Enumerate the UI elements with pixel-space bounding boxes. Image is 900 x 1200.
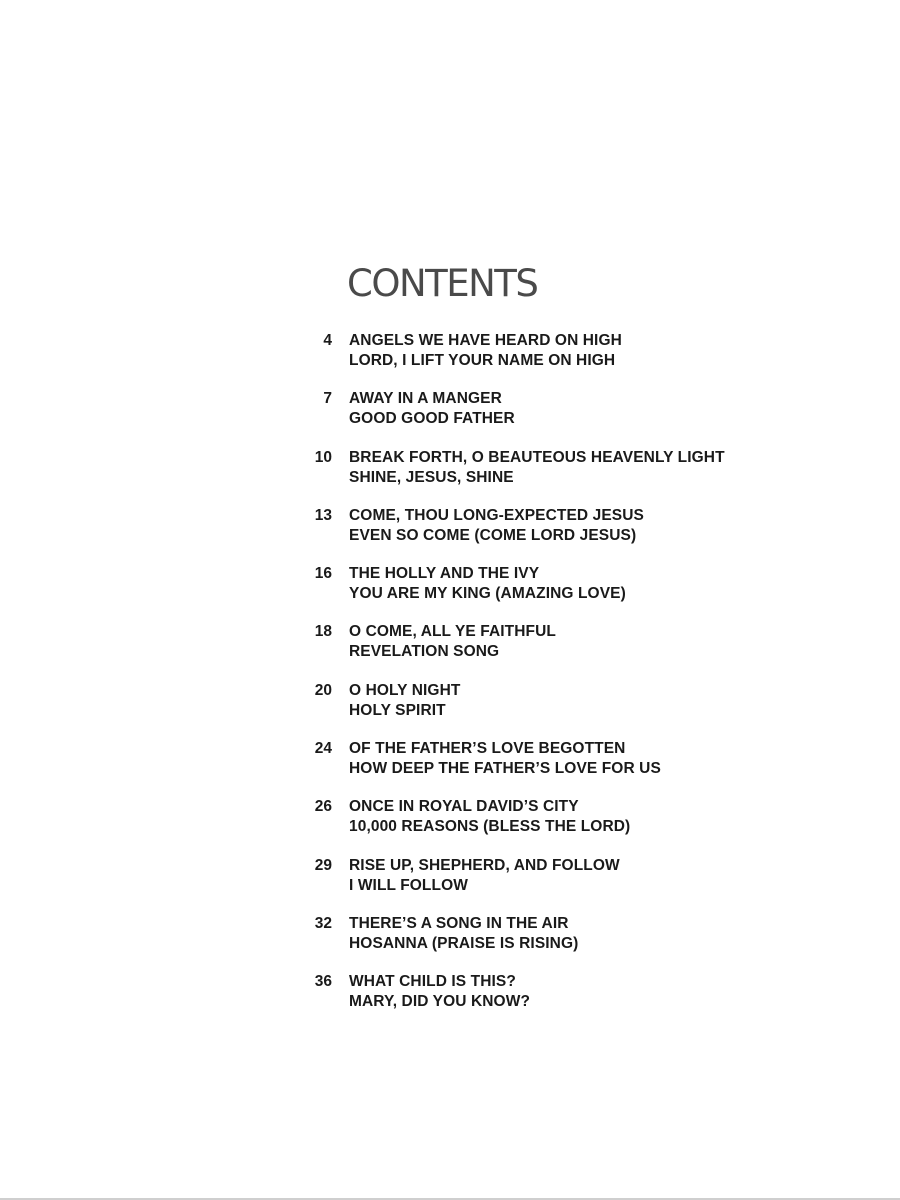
- song-title: HOLY SPIRIT: [349, 701, 446, 719]
- page-number: 20: [314, 681, 332, 699]
- song-title: O HOLY NIGHT: [349, 681, 461, 699]
- song-titles: [349, 914, 578, 954]
- song-title: GOOD GOOD FATHER: [349, 410, 515, 428]
- toc-entry: [300, 448, 780, 506]
- page-number: 24: [314, 740, 332, 758]
- song-title: LORD, I LIFT YOUR NAME ON HIGH: [349, 352, 616, 369]
- song-title: ANGELS WE HAVE HEARD ON HIGH: [349, 332, 622, 349]
- page-number: 4: [323, 332, 332, 349]
- song-title: AWAY IN A MANGER: [349, 390, 502, 408]
- song-title: SHINE, JESUS, SHINE: [349, 468, 514, 486]
- song-title: HOSANNA (PRAISE IS RISING): [349, 934, 579, 952]
- toc-entry: [300, 331, 780, 389]
- song-title: BREAK FORTH, O BEAUTEOUS HEAVENLY LIGHT: [349, 448, 725, 466]
- toc-entry: [300, 797, 780, 855]
- page-number: 7: [323, 390, 332, 408]
- song-titles: [349, 564, 626, 604]
- page-number: 26: [314, 798, 332, 816]
- song-title: I WILL FOLLOW: [349, 876, 468, 894]
- song-titles: [349, 681, 460, 721]
- toc-entry: [300, 389, 780, 447]
- toc-entry: [300, 914, 780, 972]
- toc-entry: [300, 622, 780, 680]
- page-number: 16: [314, 565, 332, 583]
- page-number: 36: [314, 973, 332, 991]
- song-titles: [349, 389, 515, 429]
- table-of-contents: [300, 331, 780, 1031]
- toc-entry: [300, 856, 780, 914]
- song-title: COME, THOU LONG-EXPECTED JESUS: [349, 506, 644, 524]
- song-titles: [349, 739, 661, 779]
- song-titles: [349, 856, 620, 896]
- song-title: ONCE IN ROYAL DAVID’S CITY: [349, 798, 579, 816]
- page-number: 18: [314, 623, 332, 641]
- page-number: 32: [314, 914, 332, 932]
- page-title: CONTENTS: [347, 262, 538, 305]
- song-title: EVEN SO COME (COME LORD JESUS): [349, 526, 637, 544]
- song-titles: [349, 448, 725, 488]
- page-number: 10: [314, 448, 332, 466]
- song-title: MARY, DID YOU KNOW?: [349, 993, 531, 1011]
- song-title: WHAT CHILD IS THIS?: [349, 973, 516, 991]
- song-titles: [349, 331, 622, 371]
- page-number: 13: [314, 506, 332, 524]
- song-title: YOU ARE MY KING (AMAZING LOVE): [349, 585, 626, 603]
- toc-entry: [300, 972, 780, 1030]
- song-title: REVELATION SONG: [349, 643, 500, 661]
- song-titles: [349, 506, 644, 546]
- song-title: 10,000 REASONS (BLESS THE LORD): [349, 818, 631, 836]
- song-title: HOW DEEP THE FATHER’S LOVE FOR US: [349, 760, 661, 778]
- song-title: THE HOLLY AND THE IVY: [349, 565, 540, 583]
- toc-entry: [300, 506, 780, 564]
- toc-entry: [300, 564, 780, 622]
- song-titles: [349, 622, 556, 662]
- song-title: O COME, ALL YE FAITHFUL: [349, 623, 556, 641]
- song-title: THERE’S A SONG IN THE AIR: [349, 914, 569, 932]
- song-titles: [349, 972, 530, 1012]
- song-title: RISE UP, SHEPHERD, AND FOLLOW: [349, 856, 620, 874]
- toc-entry: [300, 681, 780, 739]
- toc-entry: [300, 739, 780, 797]
- song-title: OF THE FATHER’S LOVE BEGOTTEN: [349, 740, 626, 758]
- page-number: 29: [314, 856, 332, 874]
- song-titles: [349, 797, 630, 837]
